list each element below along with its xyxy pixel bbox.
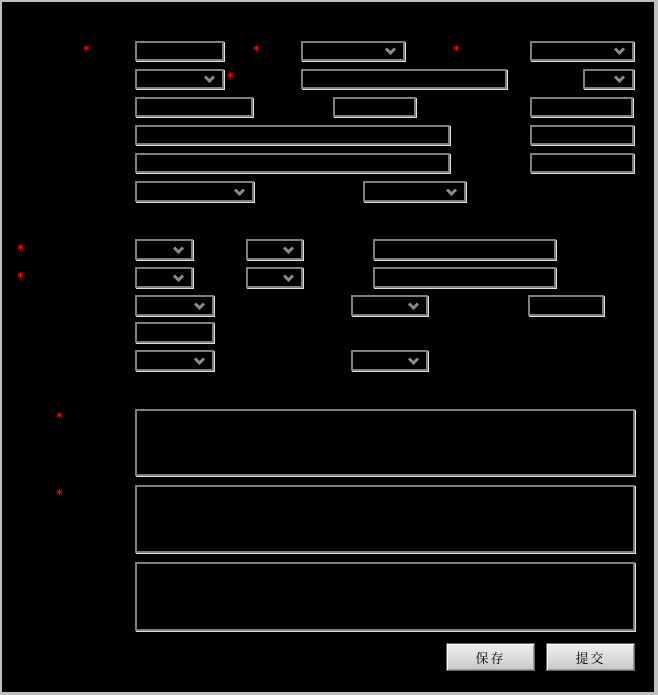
dropdown-r6-a[interactable] (135, 181, 254, 202)
dropdown-r2-a[interactable] (135, 69, 224, 89)
dropdown-mid-b2[interactable] (246, 267, 303, 288)
text-input-r2[interactable] (301, 69, 507, 89)
chevron-down-icon (172, 245, 185, 254)
chevron-down-icon (233, 187, 246, 196)
dropdown-mid-a1[interactable] (135, 239, 193, 260)
required-asterisk: * (253, 44, 260, 59)
text-input-r5-b[interactable] (530, 153, 634, 173)
required-asterisk: * (227, 71, 234, 86)
required-asterisk: * (453, 44, 460, 59)
text-input-r4-b[interactable] (530, 125, 634, 145)
dropdown-mid-e2[interactable] (351, 350, 428, 371)
chevron-down-icon (384, 47, 397, 56)
chevron-down-icon (193, 356, 206, 365)
required-asterisk: * (17, 271, 24, 286)
text-input-mid-b[interactable] (373, 267, 556, 288)
text-input-r4-a[interactable] (135, 125, 450, 145)
dropdown-mid-b1[interactable] (135, 267, 193, 288)
chevron-down-icon (203, 75, 216, 84)
chevron-down-icon (282, 273, 295, 282)
required-asterisk: * (56, 488, 63, 503)
required-asterisk: * (17, 243, 24, 258)
dropdown-mid-e1[interactable] (135, 350, 214, 371)
text-input-r5-a[interactable] (135, 153, 450, 173)
chevron-down-icon (613, 75, 626, 84)
chevron-down-icon (282, 245, 295, 254)
textarea-3[interactable] (135, 562, 635, 631)
submit-button[interactable]: 提交 (546, 643, 635, 671)
textarea-1[interactable] (135, 409, 635, 476)
chevron-down-icon (613, 47, 626, 56)
text-input-r3-c[interactable] (530, 97, 633, 117)
chevron-down-icon (193, 301, 206, 310)
dropdown-mid-c2[interactable] (351, 295, 428, 316)
required-asterisk: * (56, 411, 63, 426)
text-input-mid-d[interactable] (135, 322, 214, 343)
dropdown-r2-b[interactable] (583, 69, 634, 89)
text-input-r3-a[interactable] (135, 97, 253, 117)
chevron-down-icon (172, 273, 185, 282)
dropdown-r1-b[interactable] (530, 41, 634, 61)
chevron-down-icon (407, 356, 420, 365)
chevron-down-icon (407, 301, 420, 310)
dropdown-mid-c1[interactable] (135, 295, 214, 316)
text-input-mid-a[interactable] (373, 239, 556, 260)
dropdown-mid-a2[interactable] (246, 239, 303, 260)
text-input-r1[interactable] (135, 41, 224, 61)
textarea-2[interactable] (135, 485, 635, 553)
save-button[interactable]: 保存 (446, 643, 535, 671)
text-input-mid-c[interactable] (528, 295, 604, 316)
text-input-r3-b[interactable] (333, 97, 416, 117)
dropdown-r1-a[interactable] (301, 41, 405, 61)
required-asterisk: * (83, 44, 90, 59)
dropdown-r6-b[interactable] (363, 181, 466, 202)
chevron-down-icon (445, 187, 458, 196)
